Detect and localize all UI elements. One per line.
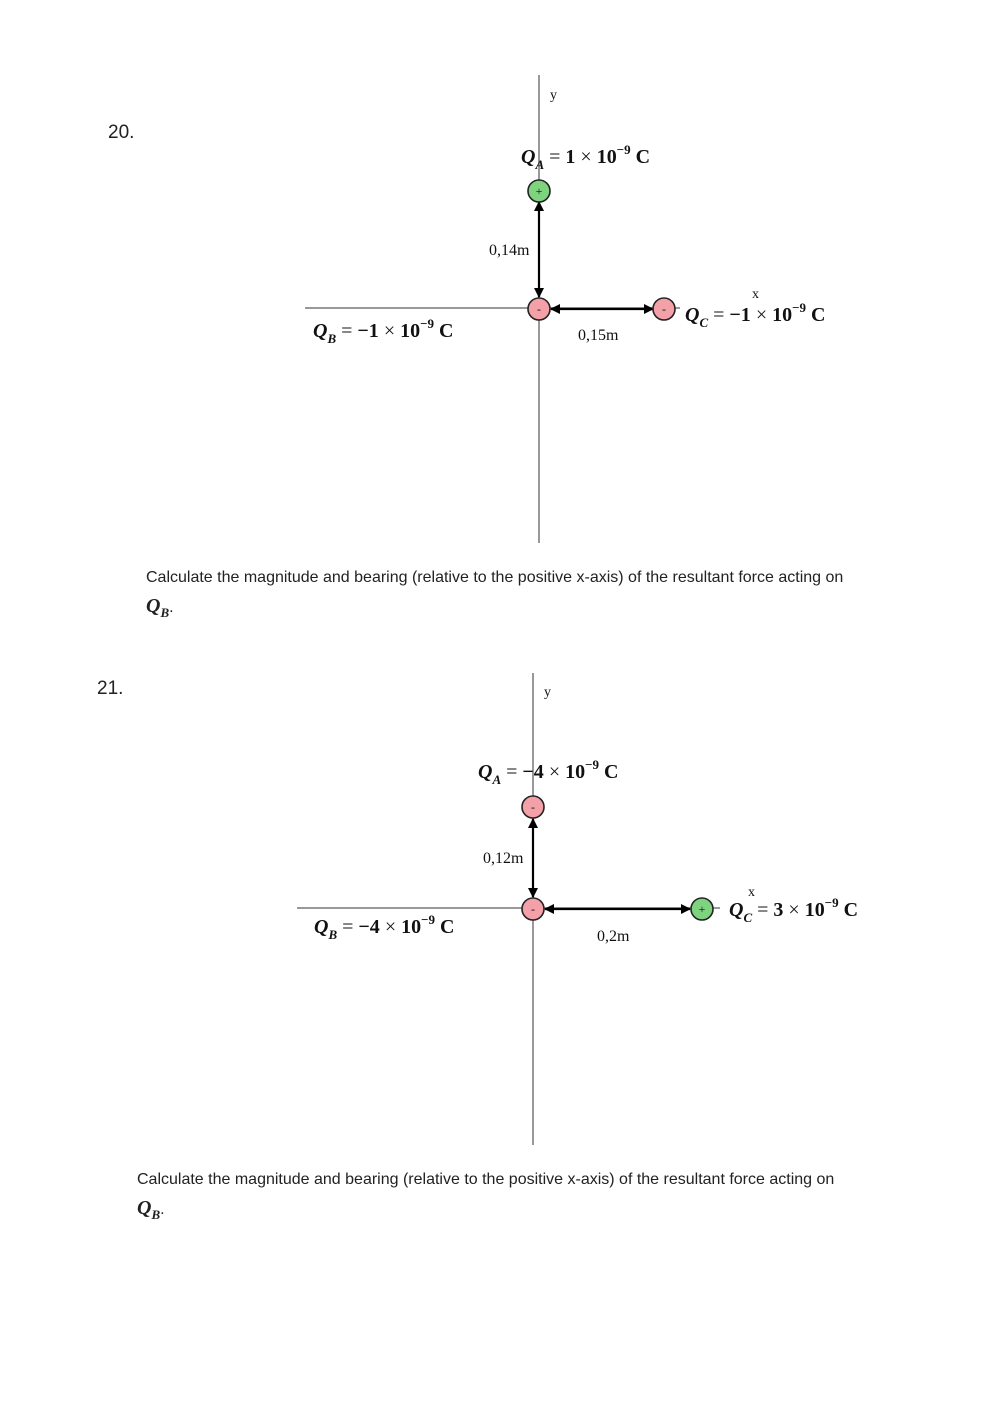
x-axis-label: x	[752, 287, 759, 302]
prompt-text: Calculate the magnitude and bearing (relative to the positive x-axis) of the resultant force acting on	[137, 1171, 835, 1188]
charge-c	[691, 898, 713, 920]
question-number-20: 20.	[108, 122, 135, 143]
charge-b-sign: -	[531, 902, 535, 916]
charge-a	[528, 180, 550, 202]
charge-b-label: $Q_B = -1 \times 10^{-9}$ C	[313, 316, 454, 346]
charge-b-label: $Q_B = -4 \times 10^{-9}$ C	[314, 912, 455, 942]
charge-a-label: $Q_A = -4 \times 10^{-9}$ C	[478, 757, 619, 787]
charge-a-sign: -	[531, 800, 535, 814]
distance-label-bc: 0,2m	[597, 928, 630, 945]
charge-a-sign: +	[535, 184, 543, 198]
x-axis-label: x	[748, 885, 755, 900]
distance-label-ab: 0,12m	[483, 850, 524, 867]
charge-a-label: $Q_A = 1 \times 10^{-9}$ C	[521, 142, 651, 172]
charge-c-label: $Q_C = -1 \times 10^{-9}$ C	[685, 300, 826, 330]
charge-b	[528, 298, 550, 320]
charge-diagram-21	[297, 673, 858, 1145]
charge-b-sign: -	[537, 302, 541, 316]
charge-c-sign: +	[698, 902, 706, 916]
charge-c-label: $Q_C = 3 \times 10^{-9}$ C	[729, 895, 859, 925]
prompt-text: Calculate the magnitude and bearing (relative to the positive x-axis) of the resultant force acting on	[146, 569, 844, 586]
question-number-21: 21.	[97, 678, 124, 699]
charge-c	[653, 298, 675, 320]
charge-c-sign: -	[662, 302, 666, 316]
charge-a	[522, 796, 544, 818]
prompt-target: $Q_B$.	[146, 595, 174, 620]
y-axis-label: y	[550, 88, 557, 103]
distance-label-bc: 0,15m	[578, 327, 619, 344]
distance-label-ab: 0,14m	[489, 242, 530, 259]
question-prompt-20	[146, 564, 946, 627]
charge-b	[522, 898, 544, 920]
question-prompt-21	[137, 1166, 947, 1229]
y-axis-label: y	[544, 685, 551, 700]
prompt-target: $Q_B$.	[137, 1197, 165, 1222]
